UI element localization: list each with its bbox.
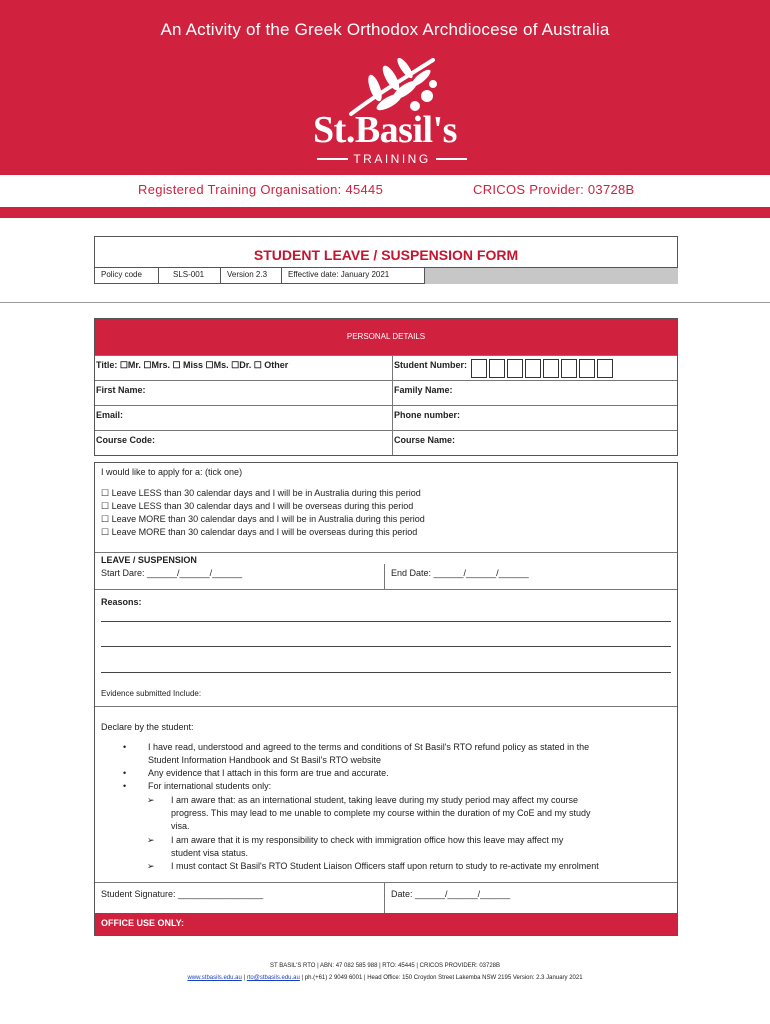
policy-code-label: Policy code	[95, 267, 159, 283]
signature-divider	[384, 882, 385, 915]
reasons-line-3[interactable]	[101, 672, 671, 673]
registration-row	[0, 182, 770, 198]
reasons-line-2[interactable]	[101, 646, 671, 647]
policy-code: SLS-001	[159, 267, 221, 283]
student-number-boxes[interactable]	[471, 359, 615, 380]
arrow-bullet-icon: ➢	[147, 861, 155, 871]
section-divider	[95, 589, 677, 590]
student-number-label: Student Number:	[394, 360, 467, 370]
header-red-strip	[0, 207, 770, 218]
bullet-dot: •	[123, 742, 127, 752]
section-divider	[95, 882, 677, 883]
declaration-1-line-2: Student Information Handbook and St Basil's RTO website	[148, 755, 382, 765]
personal-details-table	[94, 318, 678, 456]
pd-row-names	[95, 380, 677, 405]
signature-field[interactable]: Student Signature: _________________	[101, 889, 264, 899]
declaration-1-line-1: I have read, understood and agreed to the terms and conditions of St Basil's RTO refund policy as stated in the	[148, 742, 590, 752]
course-code-field[interactable]: Course Code:	[95, 431, 393, 455]
apply-intro: I would like to apply for a: (tick one)	[101, 467, 243, 477]
first-name-field[interactable]: First Name:	[95, 381, 393, 405]
intl-1-line-2: progress. This may lead to me unable to complete my course within the duration of my CoE and my study	[171, 808, 591, 818]
leave-option-1[interactable]: ☐ Leave LESS than 30 calendar days and I will be in Australia during this period	[101, 488, 421, 498]
rto-number: Registered Training Organisation: 45445	[138, 182, 384, 197]
family-name-field[interactable]: Family Name:	[394, 385, 453, 395]
footer-line-2	[0, 975, 770, 981]
office-use-banner: OFFICE USE ONLY:	[95, 913, 677, 935]
logo-subtitle-text: TRAINING	[353, 152, 431, 166]
pd-row-contact	[95, 405, 677, 430]
student-number-cell	[393, 356, 677, 380]
section-divider	[95, 706, 677, 707]
declare-heading: Declare by the student:	[101, 722, 194, 732]
intl-1-line-3: visa.	[171, 821, 190, 831]
digit-box[interactable]	[525, 359, 541, 378]
declaration-3: For international students only:	[148, 781, 272, 791]
bullet-dot: •	[123, 768, 127, 778]
leave-option-4[interactable]: ☐ Leave MORE than 30 calendar days and I will be overseas during this period	[101, 527, 418, 537]
intl-3: I must contact St Basil's RTO Student Liaison Officers staff upon return to study to re-activate my enrolment	[171, 861, 599, 871]
section-divider	[95, 552, 677, 553]
footer-separator: |	[241, 975, 247, 981]
logo-subtitle	[312, 152, 472, 166]
arrow-bullet-icon: ➢	[147, 795, 155, 805]
pd-row-title	[95, 355, 677, 380]
website-link[interactable]: www.stbasils.edu.au	[187, 975, 242, 981]
digit-box[interactable]	[597, 359, 613, 378]
logo-rule-right	[436, 158, 467, 160]
email-field[interactable]: Email:	[95, 406, 393, 430]
policy-row-shade	[425, 267, 678, 284]
header-tagline: An Activity of the Greek Orthodox Archdiocese of Australia	[160, 20, 610, 39]
cricos-number: CRICOS Provider: 03728B	[473, 182, 635, 197]
form-title: STUDENT LEAVE / SUSPENSION FORM	[253, 247, 519, 263]
form-title-box	[94, 236, 678, 284]
personal-details-heading: PERSONAL DETAILS	[95, 319, 677, 355]
pd-row-course	[95, 430, 677, 455]
signature-date-field[interactable]: Date: ______/______/______	[391, 889, 511, 899]
title-options[interactable]: Title: ☐Mr. ☐Mrs. ☐ Miss ☐Ms. ☐Dr. ☐ Other	[95, 356, 393, 380]
evidence-label: Evidence submitted Include:	[101, 689, 202, 698]
header-banner	[0, 0, 770, 175]
logo-rule-left	[317, 158, 348, 160]
policy-version: Version 2.3	[221, 267, 282, 283]
digit-box[interactable]	[489, 359, 505, 378]
leave-section-title: LEAVE / SUSPENSION	[101, 555, 197, 565]
course-name-field[interactable]: Course Name:	[394, 435, 456, 445]
digit-box[interactable]	[561, 359, 577, 378]
bullet-dot: •	[123, 781, 127, 791]
logo-wordmark: St.Basil's	[313, 109, 457, 151]
digit-box[interactable]	[507, 359, 523, 378]
intl-2-line-1: I am aware that it is my responsibility to check with immigration office how this leave may affect my	[171, 835, 564, 845]
page-divider	[0, 302, 770, 303]
reasons-label: Reasons:	[101, 597, 142, 607]
intl-2-line-2: student visa status.	[171, 848, 249, 858]
policy-row	[95, 267, 425, 283]
leave-option-2[interactable]: ☐ Leave LESS than 30 calendar days and I will be overseas during this period	[101, 501, 414, 511]
intl-1-line-1: I am aware that: as an international student, taking leave during my study period may affect my course	[171, 795, 579, 805]
footer-contact: | ph.(+61) 2 9049 6001 | Head Office: 150 Croydon Street Lakemba NSW 2195 Version: 2.3 January 2021	[299, 975, 583, 981]
email-link[interactable]: rto@stbasils.edu.au	[246, 975, 300, 981]
policy-effective-date: Effective date: January 2021	[282, 267, 425, 283]
arrow-bullet-icon: ➢	[147, 835, 155, 845]
reasons-line-1[interactable]	[101, 621, 671, 622]
start-date-field[interactable]: Start Dare: ______/______/______	[101, 568, 243, 578]
leave-application-box	[94, 462, 678, 936]
end-date-field[interactable]: End Date: ______/______/______	[391, 568, 529, 578]
footer-line-1: ST BASIL'S RTO | ABN: 47 082 585 988 | RTO: 45445 | CRICOS PROVIDER: 03728B	[269, 963, 501, 969]
digit-box[interactable]	[471, 359, 487, 378]
declaration-2: Any evidence that I attach in this form are true and accurate.	[148, 768, 389, 778]
digit-box[interactable]	[579, 359, 595, 378]
phone-field[interactable]: Phone number:	[394, 410, 461, 420]
leave-option-3[interactable]: ☐ Leave MORE than 30 calendar days and I will be in Australia during this period	[101, 514, 425, 524]
date-divider	[384, 564, 385, 589]
digit-box[interactable]	[543, 359, 559, 378]
